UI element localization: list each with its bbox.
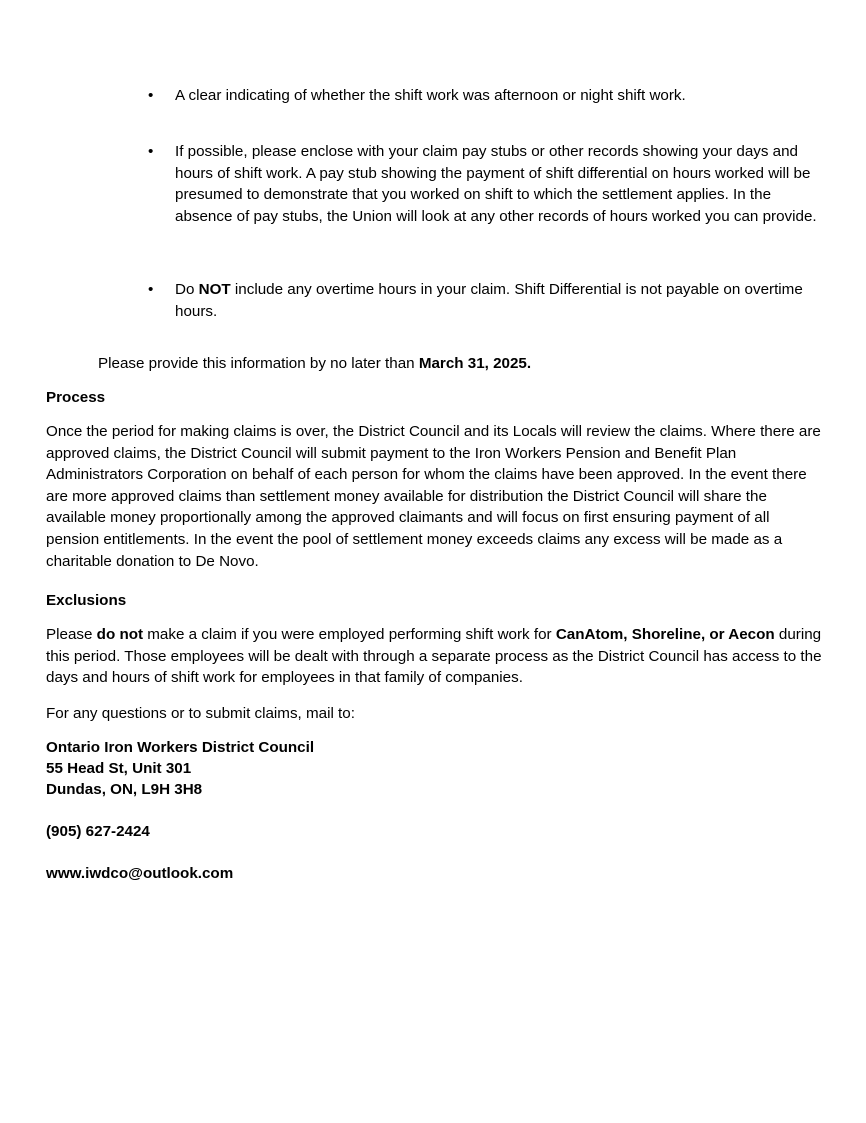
bullet-text-after: include any overtime hours in your claim. Shift Differential is not payable on overtime hours. <box>175 281 803 320</box>
process-paragraph: Once the period for making claims is over, the District Council and its Locals will review the claims. Where there are approved claims, the District Council will submit payment to the Iron Workers Pension and Benefit Plan Administrators Corporation on behalf of each person for whom the claims have been approved. In the event there are more approved claims than settlement money available for distribution the District Council will share the available money proportionally among the approved claimants and will focus on first ensuring payment of all pension entitlements. In the event the pool of settlement money exceeds claims any excess will be made as a charitable donation to De Novo. <box>46 423 821 570</box>
contact-street: 55 Head St, Unit 301 <box>46 760 192 777</box>
bullet-text: A clear indicating of whether the shift work was afternoon or night shift work. <box>175 87 686 104</box>
deadline-notice <box>98 353 866 375</box>
exclusions-paragraph <box>46 624 826 689</box>
exclusions-text-1: Please <box>46 626 97 643</box>
contact-phone: (905) 627-2424 <box>46 823 150 840</box>
process-heading: Process <box>46 389 106 406</box>
contact-intro: For any questions or to submit claims, mail to: <box>46 705 355 722</box>
exclusions-text-2: make a claim if you were employed performing shift work for <box>143 626 556 643</box>
deadline-text: Please provide this information by no later than <box>98 355 419 372</box>
exclusions-emphasis-do-not: do not <box>96 626 144 643</box>
bullet-text-before: Do <box>175 281 199 298</box>
contact-organization: Ontario Iron Workers District Council <box>46 739 315 756</box>
bullet-text-emphasis: NOT <box>198 281 231 298</box>
bullet-text <box>175 279 825 322</box>
exclusions-companies: CanAtom, Shoreline, or Aecon <box>555 626 775 643</box>
contact-web[interactable]: www.iwdco@outlook.com <box>46 865 234 882</box>
exclusions-text-3: during this period. Those employees will be dealt with through a separate process as the District Council has access to the days and hours of shift work for employees in that family of companies. <box>46 626 822 687</box>
bullet-icon: • <box>148 87 154 104</box>
bullet-icon: • <box>148 281 154 298</box>
contact-city: Dundas, ON, L9H 3H8 <box>46 781 203 798</box>
bullet-icon: • <box>148 143 154 160</box>
exclusions-heading: Exclusions <box>46 592 127 609</box>
bullet-text: If possible, please enclose with your claim pay stubs or other records showing your days and hours of shift work. A pay stub showing the payment of shift differential on hours worked will be presumed to demonstrate that you worked on shift to which the settlement applies. In the absence of pay stubs, the Union will look at any other records of hours worked you can provide. <box>175 143 817 225</box>
deadline-date: March 31, 2025. <box>418 355 532 372</box>
